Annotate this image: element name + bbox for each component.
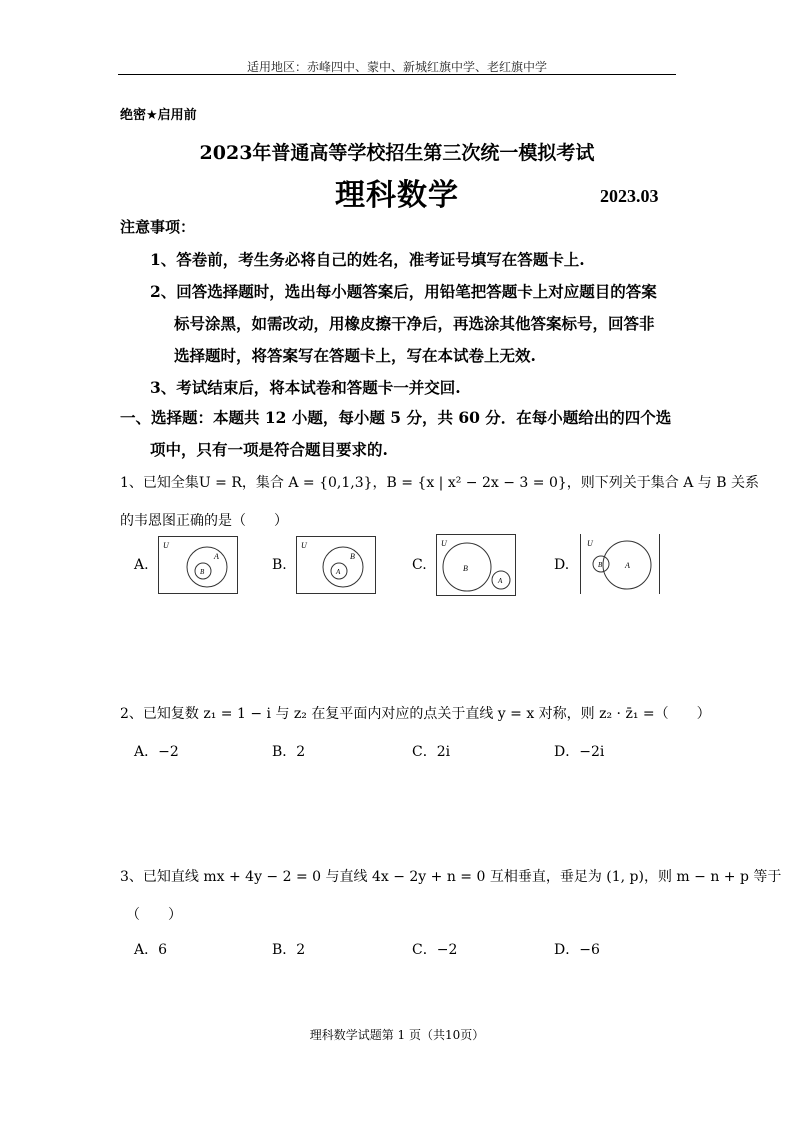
notice-item-2-line-2: 标号涂黑，如需改动，用橡皮擦干净后，再选涂其他答案标号，回答非 — [174, 314, 655, 333]
notice-item-2-line-3: 选择题时，将答案写在答题卡上，写在本试卷上无效. — [174, 346, 536, 365]
section1-line-2: 项中，只有一项是符合题目要求的. — [150, 440, 388, 459]
q2-option-d: D．−2i — [554, 744, 605, 760]
q2-stem: 2、已知复数 z₁ = 1 − i 与 z₂ 在复平面内对应的点关于直线 y = x 对称，则 z₂ · z̄₁ =（ ） — [120, 706, 711, 722]
venn-b-b-label: B — [350, 552, 355, 561]
header-divider — [118, 74, 676, 75]
q1-stem-line-2: 的韦恩图正确的是（ ） — [120, 513, 288, 529]
q3-stem-line-1: 3、已知直线 mx + 4y − 2 = 0 与直线 4x − 2y + n = 0 互相垂直，垂足为 (1, p)，则 m − n + p 等于 — [120, 869, 782, 885]
venn-b-a-label: A — [336, 568, 341, 576]
q1-option-b-label: B. — [272, 557, 287, 573]
venn-c-b-label: B — [463, 564, 468, 573]
q3-stem-line-2: （ ） — [126, 907, 182, 923]
venn-a-b-label: B — [200, 568, 205, 576]
q2-option-c: C．2i — [412, 744, 451, 760]
section1-line-1: 一、选择题：本题共 12 小题，每小题 5 分，共 60 分．在每小题给出的四个选 — [120, 408, 672, 427]
q1-venn-c — [436, 534, 516, 596]
page-footer: 理科数学试题第 1 页（共10页） — [309, 1028, 485, 1042]
exam-date: 2023.03 — [600, 186, 659, 206]
q1-option-a-label: A. — [134, 557, 149, 573]
venn-b-u-label: U — [301, 541, 307, 550]
notice-heading: 注意事项： — [120, 218, 196, 236]
q1-option-d-label: D. — [554, 557, 570, 573]
exam-title: 2023年普通高等学校招生第三次统一模拟考试 — [199, 142, 595, 164]
q1-venn-b — [296, 536, 376, 594]
venn-d-a-label: A — [625, 561, 630, 570]
q1-venn-d — [580, 534, 660, 594]
q1-stem-line-1: 1、已知全集U = R，集合 A = {0,1,3}，B = {x | x² − 2x − 3 = 0}，则下列关于集合 A 与 B 关系 — [120, 475, 759, 491]
venn-a-a-label: A — [214, 552, 219, 561]
q2-option-a: A．−2 — [134, 744, 179, 760]
q1-venn-a — [158, 536, 238, 594]
q3-option-b: B．2 — [272, 942, 306, 958]
q3-option-d: D．−6 — [554, 942, 600, 958]
notice-item-3: 3、考试结束后，将本试卷和答题卡一并交回. — [150, 378, 461, 397]
notice-item-1: 1、答卷前，考生务必将自己的姓名，准考证号填写在答题卡上. — [150, 250, 585, 269]
notice-item-2-line-1: 2、回答选择题时，选出每小题答案后，用铅笔把答题卡上对应题目的答案 — [150, 282, 657, 301]
venn-c-a-label: A — [498, 577, 503, 585]
q2-option-b: B．2 — [272, 744, 306, 760]
venn-a-u-label: U — [163, 541, 169, 550]
q1-option-c-label: C. — [412, 557, 427, 573]
venn-c-u-label: U — [441, 539, 447, 548]
secret-label: 绝密★启用前 — [120, 108, 197, 123]
venn-d-b-label: B — [598, 561, 603, 569]
venn-d-u-label: U — [587, 539, 593, 548]
venn-a-set-a-circle — [187, 547, 227, 587]
header-regions: 适用地区：赤峰四中、蒙中、新城红旗中学、老红旗中学 — [246, 60, 547, 74]
subject-title: 理科数学 — [335, 178, 459, 213]
q3-option-c: C．−2 — [412, 942, 458, 958]
q3-option-a: A．6 — [134, 942, 168, 958]
venn-b-set-b-circle — [323, 547, 363, 587]
